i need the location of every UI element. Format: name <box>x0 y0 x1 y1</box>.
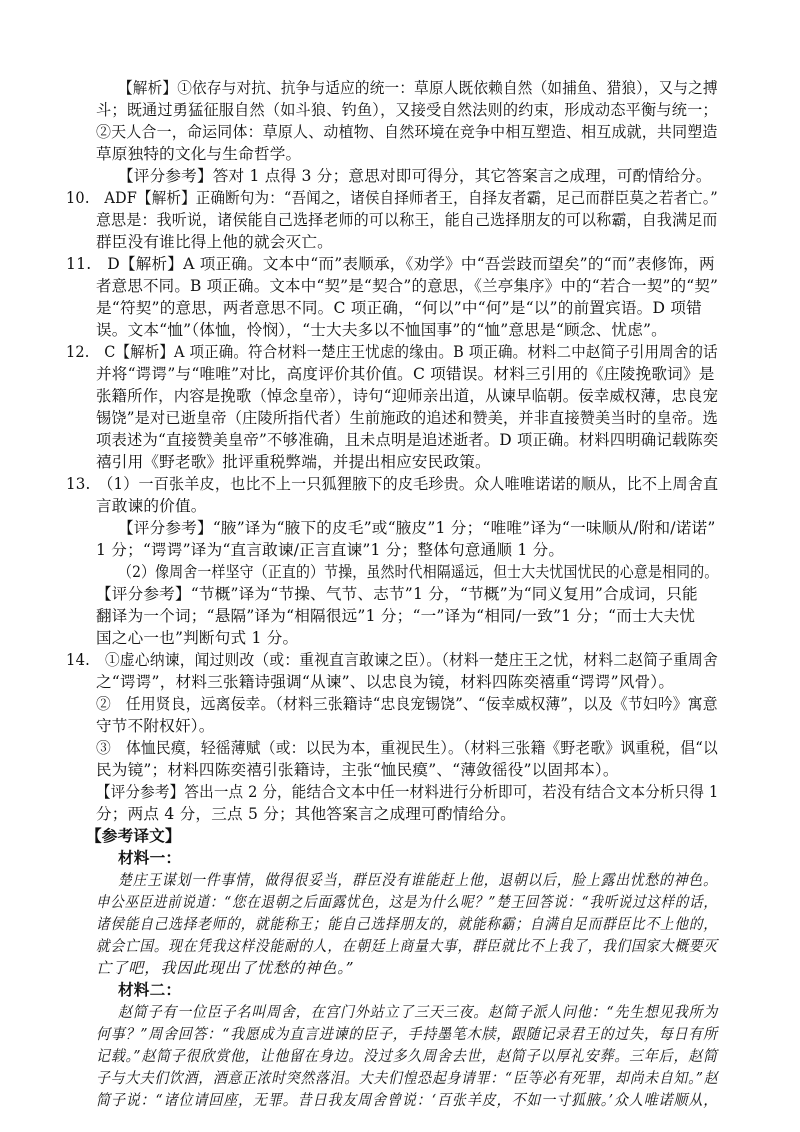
text-line-12: 误。文本“恤”（体恤，怜悯），“士大夫多以不恤国事”的“恤”意思是“顾念、忧虑”。 <box>96 321 667 339</box>
text-line-31: ③ 体恤民瘼，轻徭薄赋（或：以民为本，重视民生）。（材料三张籍《野老歌》讽重税，倡“以 <box>96 739 718 757</box>
text-line-43: 赵简子有一位臣子名叫周舍，在宫门外站立了三天三夜。赵简子派人问他：“先生想见我所为 <box>118 1003 719 1021</box>
text-line-41: 亡了吧，我因此现出了忧愁的神色。” <box>96 959 355 977</box>
text-line-15: 张籍所作，内容是挽歌（悼念皇帝），诗句“迎师亲出道，从谏早临朝。佞幸威权薄，忠良宠 <box>96 387 719 405</box>
text-line-24: 【评分参考】“节概”译为“节操、气节、志节”1 分，“节概”为“同义复用”合成词，只能 <box>96 585 698 603</box>
text-line-28: 之“谔谔”，材料三张籍诗强调“从谏”、以忠良为镜，材料四陈奕禧重“谔谔”风骨）。 <box>96 673 675 691</box>
text-line-3: ②天人合一，命运同体：草原人、动植物、自然环境在竞争中相互塑造、相互成就，共同塑造 <box>96 123 718 141</box>
text-line-13: 12. C【解析】A 项正确。符合材料一楚庄王忧虑的缘由。B 项正确。材料二中赵简子引用周舍的话 <box>66 343 718 361</box>
text-line-20: 言敢谏的价值。 <box>96 497 207 515</box>
text-line-39: 诸侯能自己选择老师的，就能称王；能自己选择朋友的，就能称霸；自满自足而群臣比不上他的， <box>96 915 718 933</box>
material-two-heading: 材料二： <box>118 981 182 999</box>
text-line-38: 申公巫臣进前说道：“您在退朝之后面露忧色，这是为什么呢？”楚王回答说：“我听说过这样的话， <box>96 893 718 911</box>
text-line-9: 11. D【解析】A 项正确。文本中“而”表顺承，《劝学》中“吾尝跂而望矣”的“而”表修饰，两 <box>66 255 715 273</box>
text-line-45: 记载。”赵简子很欣赏他，让他留在身边。没过多久周舍去世，赵简子以厚礼安葬。三年后，赵简 <box>96 1047 718 1065</box>
text-line-2: 斗；既通过勇猛征服自然（如斗狼、钓鱼），又接受自然法则的约束，形成动态平衡与统一； <box>96 101 718 119</box>
text-line-32: 民为镜”；材料四陈奕禧引张籍诗，主张“恤民瘼”、“薄敛徭役”以固邦本）。 <box>96 761 619 779</box>
text-line-7: 意思是：我听说，诸侯能自己选择老师的可以称王，能自己选择朋友的可以称霸，自我满足而 <box>96 211 718 229</box>
text-line-40: 就会亡国。现在凭我这样没能耐的人，在朝廷上商量大事，群臣就比不上我了，我们国家大概要灭 <box>96 937 718 955</box>
material-one-heading: 材料一： <box>118 849 182 867</box>
text-line-6: 10. ADF【解析】正确断句为：“吾闻之，诸侯自择师者王，自择友者霸，足己而群臣莫之若者亡。” <box>66 189 718 207</box>
text-line-22: 1 分；“谔谔”译为“直言敢谏/正言直谏”1 分；整体句意通顺 1 分。 <box>96 541 565 559</box>
text-line-27: 14. ①虚心纳谏，闻过则改（或：重视直言敢谏之臣）。（材料一楚庄王之忧，材料二赵简子重周舍 <box>66 651 718 669</box>
text-line-19: 13. （1）一百张羊皮，也比不上一只狐狸腋下的皮毛珍贵。众人唯唯诺诺的顺从，比不上周舍直 <box>66 475 719 493</box>
text-line-18: 禧引用《野老歌》批评重税弊端，并提出相应安民政策。 <box>96 453 491 471</box>
text-line-46: 子与大夫们饮酒，酒意正浓时突然落泪。大夫们惶恐起身请罪：“臣等必有死罪，却尚未自知。”赵 <box>96 1069 719 1087</box>
text-line-16: 锡饶”是对已逝皇帝（庄陵所指代者）生前施政的追述和赞美，并非直接赞美当时的皇帝。选 <box>96 409 718 427</box>
text-line-30: 守节不附权奸）。 <box>96 717 215 735</box>
text-line-44: 何事？”周舍回答：“我愿成为直言进谏的臣子，手持墨笔木牍，跟随记录君王的过失，每日有所 <box>96 1025 718 1043</box>
reference-translation-heading: 【参考译文】 <box>86 827 181 845</box>
text-line-26: 国之心一也”判断句式 1 分。 <box>96 629 299 647</box>
text-line-23: （2）像周舍一样坚守（正直的）节操，虽然时代相隔遥远，但士大夫忧国忧民的心意是相同的。 <box>118 563 719 581</box>
text-line-14: 并将“谔谔”与“唯唯”对比，高度评价其价值。C 项错误。材料三引用的《庄陵挽歌词》是 <box>96 365 715 383</box>
text-line-29: ② 任用贤良，远离佞幸。（材料三张籍诗“忠良宠锡饶”、“佞幸威权薄”，以及《节妇吟》寓意 <box>96 695 718 713</box>
text-line-21: 【评分参考】“腋”译为“腋下的皮毛”或“腋皮”1 分；“唯唯”译为“一味顺从/附和/诺诺” <box>118 519 716 537</box>
text-line-25: 翻译为一个词；“悬隔”译为“相隔很远”1 分；“一”译为“相同/一致”1 分；“而士大夫忧 <box>96 607 696 625</box>
text-line-4: 草原独特的文化与生命哲学。 <box>96 145 302 163</box>
text-line-34: 分；两点 4 分，三点 5 分；其他答案言之成理可酌情给分。 <box>96 805 516 823</box>
text-line-47: 简子说：“诸位请回座，无罪。昔日我友周舍曾说：‘百张羊皮，不如一寸狐腋。’众人唯诺顺从， <box>96 1091 719 1109</box>
text-line-11: 是“符契”的意思，两者意思不同。C 项正确，“何以”中“何”是“以”的前置宾语。D 项错 <box>96 299 702 317</box>
text-line-17: 项表述为“直接赞美皇帝”不够准确，且未点明是追述逝者。D 项正确。材料四明确记载陈奕 <box>96 431 719 449</box>
text-line-33: 【评分参考】答出一点 2 分，能结合文本中任一材料进行分析即可，若没有结合文本分析只得 1 <box>96 783 719 801</box>
text-line-10: 者意思不同。B 项正确。文本中“契”是“契合”的意思，《兰亭集序》中的“若合一契”的“契” <box>96 277 719 295</box>
text-line-37: 楚庄王谋划一件事情，做得很妥当，群臣没有谁能赶上他，退朝以后，脸上露出忧愁的神色。 <box>118 871 718 889</box>
text-line-1: 【解析】①依存与对抗、抗争与适应的统一：草原人既依赖自然（如捕鱼、猎狼），又与之搏 <box>118 79 718 97</box>
text-line-5: 【评分参考】答对 1 点得 3 分；意思对即可得分，其它答案言之成理，可酌情给分。 <box>118 167 712 185</box>
text-line-8: 群臣没有谁比得上他的就会灭亡。 <box>96 233 333 251</box>
